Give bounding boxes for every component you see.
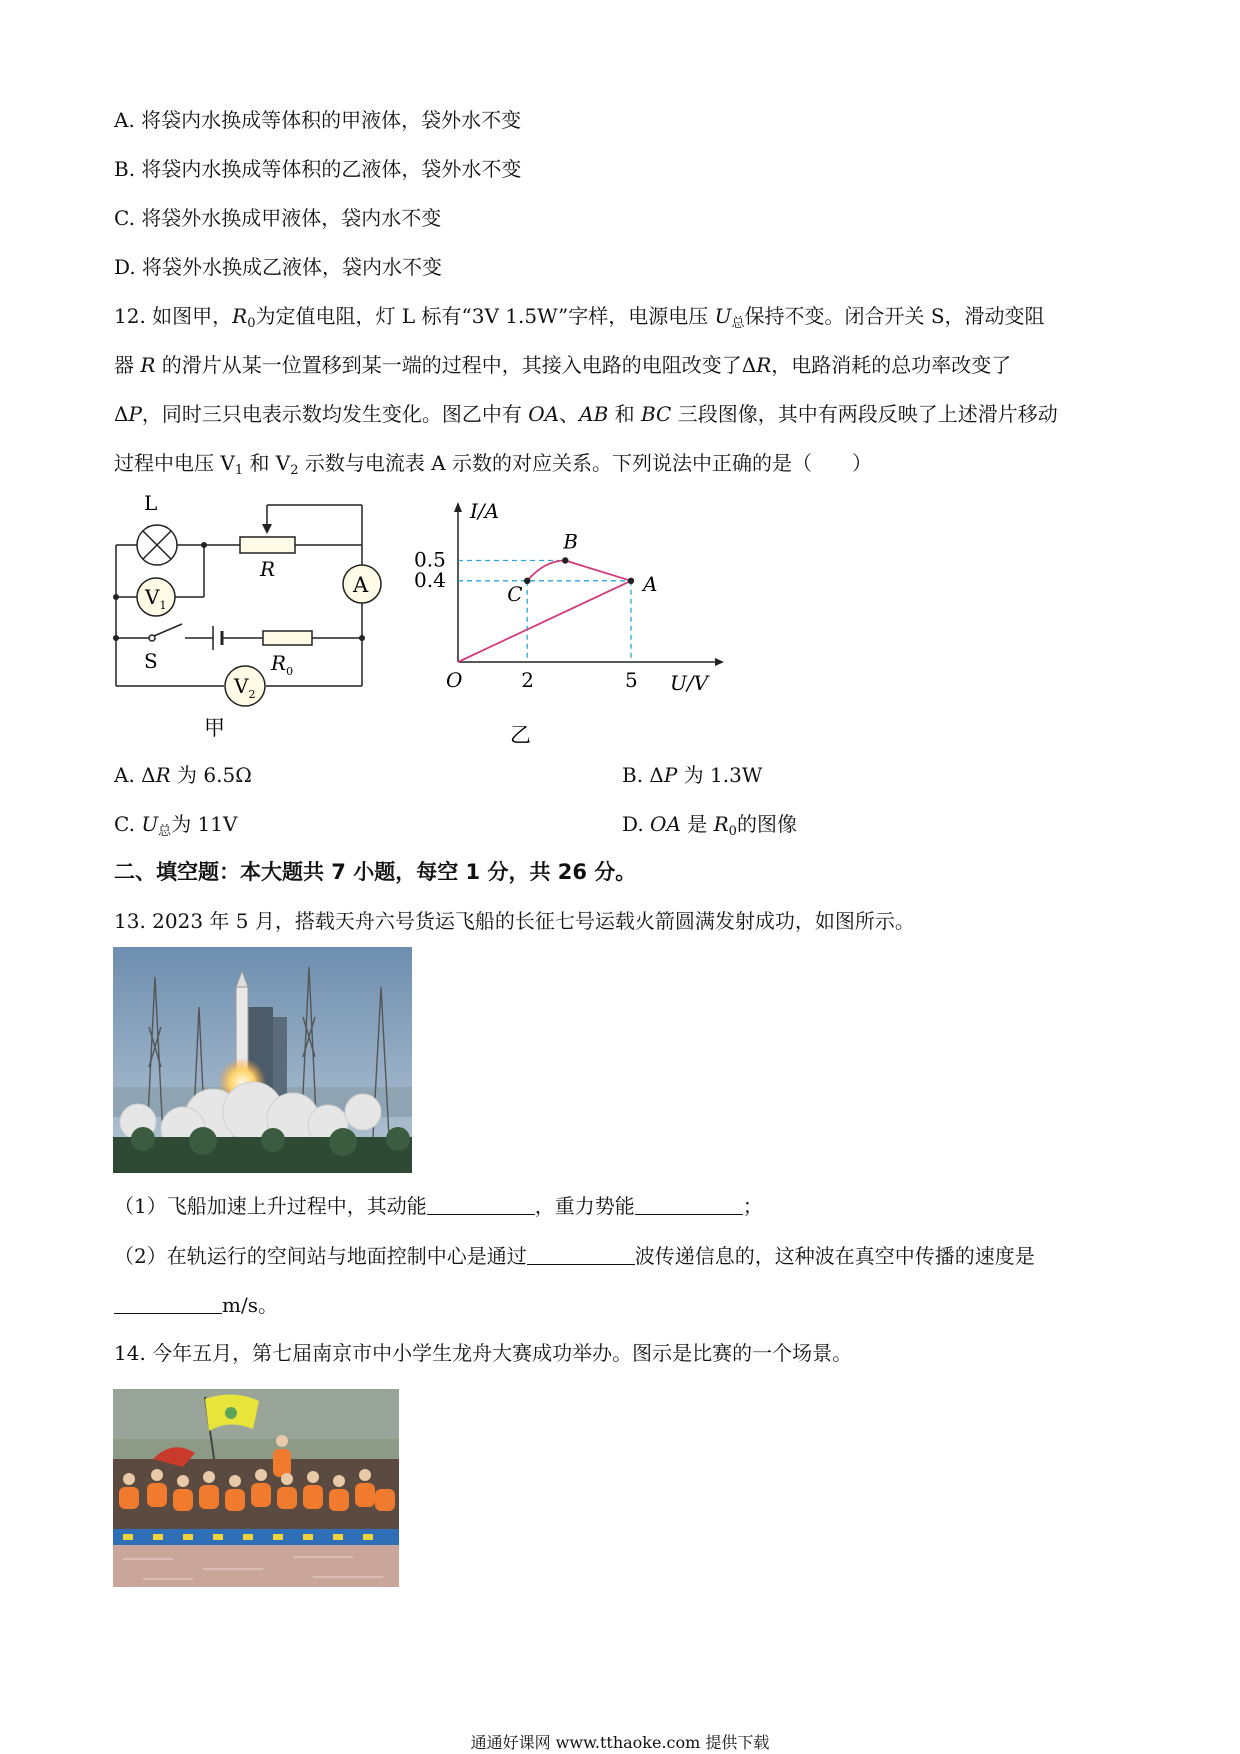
- q12-stem-line4: 过程中电压 $V_1$ 和 $V_2$ 示数与电流表 A 示数的对应关系。下列说法中正确的是（ ）: [114, 451, 873, 478]
- q12-option-c: C. $U_总$为 11V: [114, 812, 238, 839]
- voltmeter-v2-label: $V_2$: [234, 674, 256, 701]
- point-a: [628, 578, 634, 584]
- point-label-b: B: [563, 529, 578, 554]
- resistor-r0-label: $R_0$: [271, 651, 294, 678]
- q12-stem-line2: 器 R 的滑片从某一位置移到某一端的过程中，其接入电路的电阻改变了ΔR，电路消耗的总功率改变了: [114, 353, 1012, 377]
- rocket-launch-photo: [113, 947, 412, 1173]
- q12-stem-line3: ΔP，同时三只电表示数均发生变化。图乙中有 OA、AB 和 BC 三段图像，其中有两段反映了上述滑片移动: [114, 402, 1058, 426]
- ammeter-label: A: [353, 573, 369, 597]
- q11-option-a: A. 将袋内水换成等体积的甲液体，袋外水不变: [114, 108, 522, 132]
- circuit-diagram: [100, 490, 400, 750]
- graph-caption: 乙: [510, 723, 531, 747]
- rheostat-label: R: [260, 557, 276, 581]
- q12-option-a: A. ΔR 为 6.5Ω: [114, 763, 252, 787]
- resistor-r0-icon: [263, 631, 312, 645]
- segment-cb: [527, 561, 565, 581]
- point-label-a: A: [643, 571, 658, 596]
- q13-sub2: （2）在轨运行的空间站与地面控制中心是通过 波传递信息的，这种波在真空中传播的速度是: [114, 1244, 1035, 1268]
- switch-label: S: [144, 649, 158, 673]
- segment-ba: [565, 561, 631, 581]
- switch-icon: [149, 635, 155, 641]
- dragon-boat-photo: [113, 1389, 399, 1587]
- y-axis-label: I/A: [470, 499, 500, 523]
- q13-blank-1[interactable]: [427, 1196, 535, 1215]
- point-b: [562, 557, 568, 563]
- q11-option-d: D. 将袋外水换成乙液体，袋内水不变: [114, 255, 443, 279]
- x-tick-5: 5: [625, 668, 638, 692]
- segment-oa: [458, 581, 631, 662]
- q12-option-b: B. ΔP 为 1.3W: [622, 763, 763, 787]
- q13-blank-4[interactable]: [114, 1295, 222, 1314]
- q13-blank-2[interactable]: [635, 1196, 743, 1215]
- point-label-c: C: [507, 581, 523, 606]
- voltmeter-v1-label: $V_1$: [145, 585, 167, 612]
- x-axis-label: U/V: [670, 671, 709, 695]
- y-tick-0-5: 0.5: [414, 547, 446, 572]
- q12-stem-line1: 12. 如图甲，$R_0$为定值电阻，灯 L 标有“3V 1.5W”字样，电源电压 $U_总$保持不变。闭合开关 S，滑动变阻: [114, 304, 1045, 331]
- q11-option-b: B. 将袋内水换成等体积的乙液体，袋外水不变: [114, 157, 522, 181]
- point-c: [524, 578, 530, 584]
- lamp-label: L: [144, 491, 158, 515]
- section-2-heading: 二、填空题：本大题共 7 小题，每空 1 分，共 26 分。: [114, 860, 637, 884]
- iu-graph: [410, 490, 740, 750]
- x-tick-2: 2: [521, 668, 534, 692]
- q12-option-d: D. OA 是 $R_0$的图像: [622, 812, 797, 839]
- q13-sub2-cont: m/s。: [114, 1291, 278, 1319]
- q13-stem: 13. 2023 年 5 月，搭载天舟六号货运飞船的长征七号运载火箭圆满发射成功，如图所示。: [114, 909, 915, 933]
- circuit-caption: 甲: [204, 716, 225, 740]
- q13-blank-3[interactable]: [527, 1246, 635, 1265]
- q13-sub1: （1）飞船加速上升过程中，其动能 ，重力势能 ；: [114, 1194, 763, 1218]
- rheostat-icon: [240, 537, 295, 553]
- q14-stem: 14. 今年五月，第七届南京市中小学生龙舟大赛成功举办。图示是比赛的一个场景。: [114, 1341, 853, 1365]
- origin-label: O: [446, 668, 463, 692]
- y-tick-0-4: 0.4: [414, 567, 446, 592]
- q11-option-c: C. 将袋外水换成甲液体，袋内水不变: [114, 206, 442, 230]
- page-footer: 通通好课网 www.tthaoke.com 提供下载: [470, 1733, 770, 1752]
